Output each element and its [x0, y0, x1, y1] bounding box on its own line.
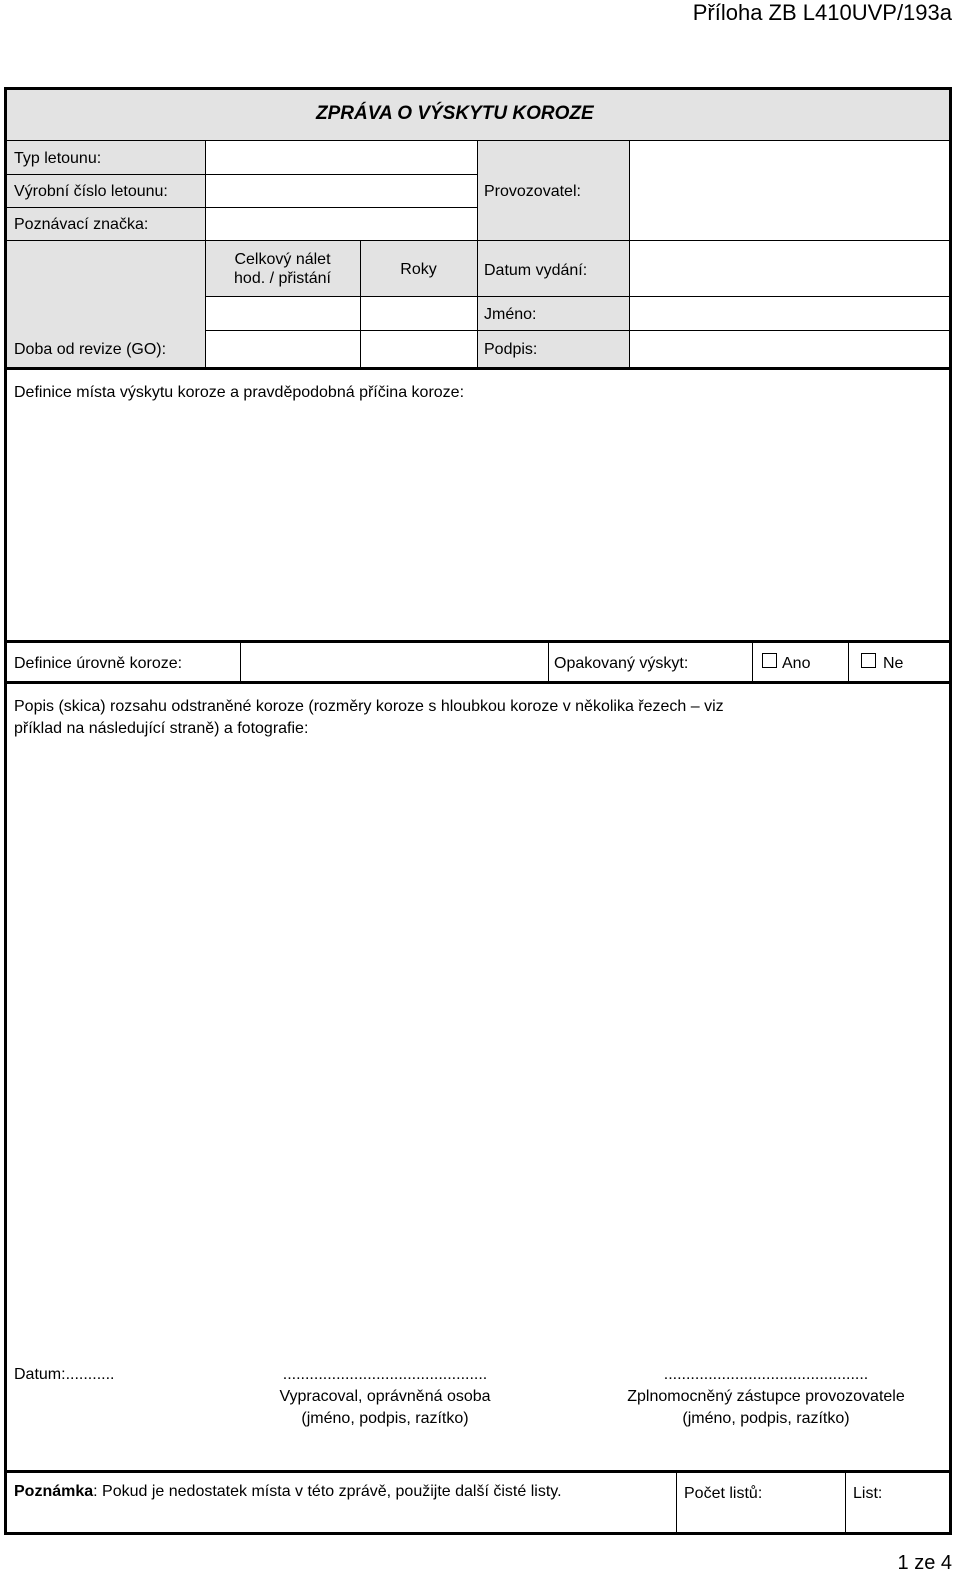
grid-line	[548, 643, 549, 681]
label-vypracoval: Vypracoval, oprávněná osoba	[279, 1388, 491, 1405]
definice-urovne-field[interactable]	[241, 644, 547, 680]
label-provozovatel: Provozovatel:	[484, 183, 581, 200]
section-divider	[7, 681, 949, 684]
grid-line-thick	[7, 367, 949, 370]
ano-checkbox[interactable]	[762, 653, 777, 668]
roky-field[interactable]	[361, 297, 476, 366]
section-divider	[7, 640, 949, 643]
label-ne: Ne	[883, 655, 904, 672]
label-typ-letounu: Typ letounu:	[14, 150, 102, 167]
grid-line	[848, 643, 849, 681]
label-zplnomocneny-sub: (jméno, podpis, razítko)	[682, 1410, 850, 1427]
label-celkovy-nalet-line1: Celkový nálet	[234, 251, 331, 268]
label-opakovany-vyskyt: Opakovaný výskyt:	[554, 655, 689, 672]
label-vyrobni-cislo: Výrobní číslo letounu:	[14, 183, 168, 200]
label-column-left-blank	[7, 240, 205, 296]
label-roky: Roky	[400, 261, 437, 278]
label-pocet-listu: Počet listů:	[684, 1485, 763, 1502]
label-vypracoval-sub: (jméno, podpis, razítko)	[301, 1410, 469, 1427]
label-celkovy-nalet-line2: hod. / přistání	[234, 270, 331, 287]
form-title: ZPRÁVA O VÝSKYTU KOROZE	[316, 103, 594, 124]
datum-vydani-field[interactable]	[630, 241, 948, 295]
grid-line	[845, 1472, 846, 1532]
grid-line	[752, 643, 753, 681]
label-doba-bg-top	[7, 296, 205, 330]
footer-note	[14, 1482, 562, 1501]
attachment-reference: Příloha ZB L410UVP/193a	[692, 0, 952, 25]
vypracoval-dots[interactable]: ..............................................	[282, 1366, 488, 1383]
popis-sketch-area[interactable]	[8, 745, 948, 1355]
label-podpis: Podpis:	[484, 341, 538, 358]
label-poznavaci-znacka: Poznávací značka:	[14, 216, 149, 233]
celkovy-nalet-field[interactable]	[206, 297, 359, 366]
label-definice-mista: Definice místa výskytu koroze a pravděpodobná příčina koroze:	[14, 384, 465, 401]
footer-note-text: : Pokud je nedostatek místa v této zprávě, použijte další čisté listy.	[93, 1483, 562, 1500]
footer-note-bold: Poznámka	[14, 1483, 94, 1500]
jmeno-field[interactable]	[630, 297, 948, 329]
page-number: 1 ze 4	[897, 1552, 952, 1574]
datum-signature-line[interactable]: Datum:...........	[14, 1366, 115, 1383]
label-list: List:	[853, 1485, 883, 1502]
typ-letounu-field[interactable]	[206, 141, 476, 173]
grid-line	[676, 1472, 677, 1532]
label-ano: Ano	[782, 655, 811, 672]
grid-line	[477, 140, 478, 367]
pocet-listu-field[interactable]	[780, 1473, 844, 1531]
label-jmeno: Jméno:	[484, 306, 537, 323]
label-popis-line2: příklad na následující straně) a fotografie:	[14, 720, 309, 737]
label-popis-line1: Popis (skica) rozsahu odstraněné koroze (rozměry koroze s hloubkou koroze v několika řezech – viz	[14, 698, 724, 715]
vyrobni-cislo-field[interactable]	[206, 175, 476, 206]
label-definice-urovne: Definice úrovně koroze:	[14, 655, 183, 672]
ne-checkbox[interactable]	[861, 653, 876, 668]
label-datum-vydani: Datum vydání:	[484, 262, 588, 279]
label-zplnomocneny: Zplnomocněný zástupce provozovatele	[627, 1388, 905, 1405]
definice-mista-field[interactable]	[8, 408, 948, 638]
poznavaci-znacka-field[interactable]	[206, 208, 476, 239]
label-celkovy-nalet	[205, 250, 360, 288]
list-field[interactable]	[896, 1473, 948, 1531]
label-column-right	[477, 140, 629, 367]
label-doba-od-revize: Doba od revize (GO):	[14, 341, 167, 358]
provozovatel-field[interactable]	[630, 141, 948, 239]
podpis-field[interactable]	[630, 331, 948, 366]
zplnomocneny-dots[interactable]: ..............................................	[663, 1366, 869, 1383]
